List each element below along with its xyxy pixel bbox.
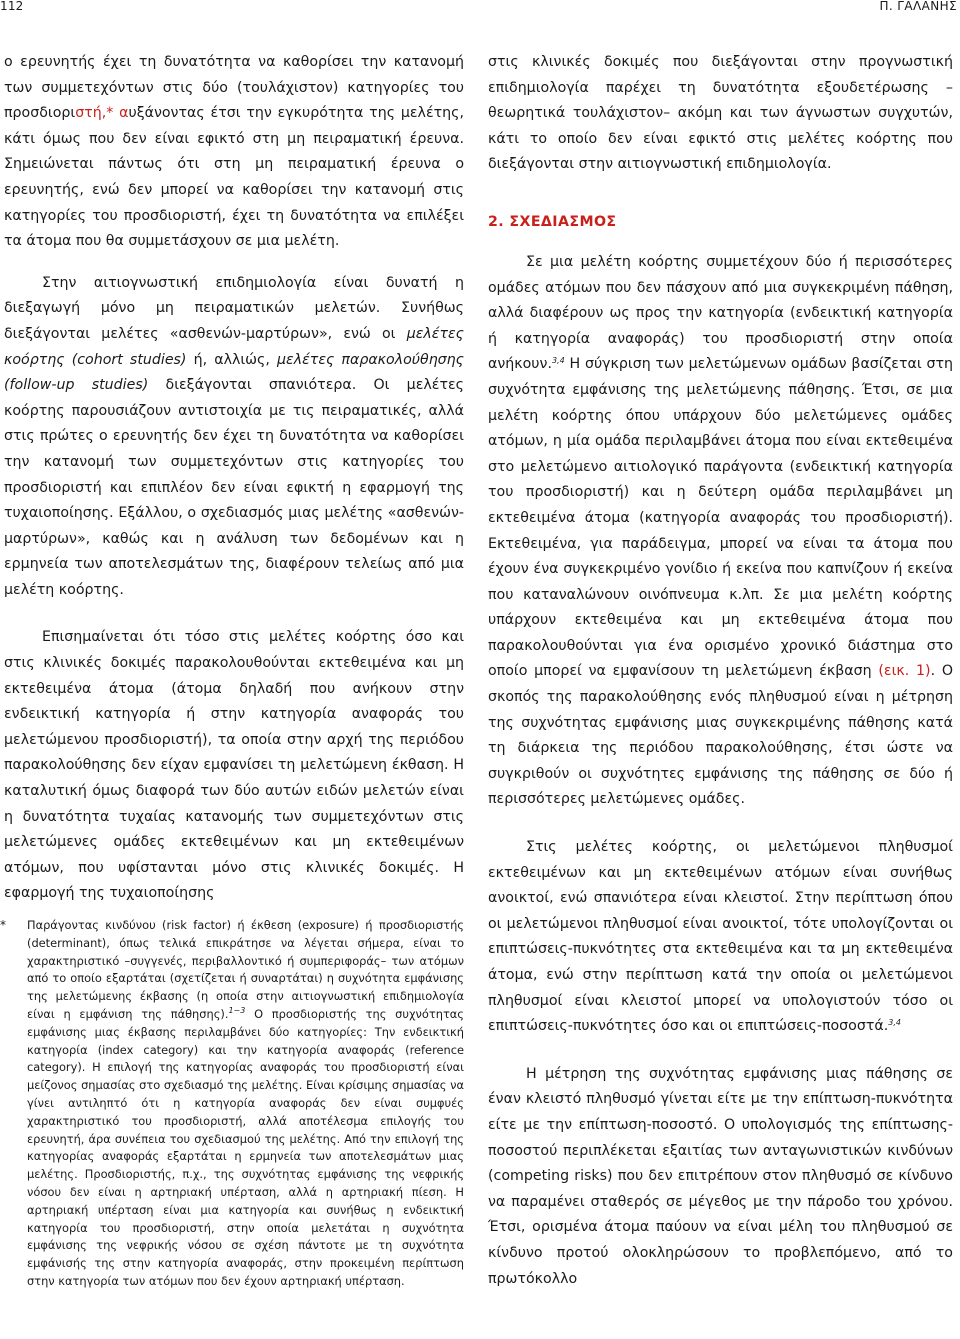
footnote-reference[interactable]: στή,* α [75,105,129,122]
footnote-marker: * [0,918,6,932]
right-paragraph-4: Η μέτρηση της συχνότητας εμφάνισης μιας πάθησης σε έναν κλειστό πληθυσμό γίνεται είτε με την επίπτωση-πυκνότητα είτε με την επίπτωση-ποσοστό. Ο υπολογισμός της επίπτωσης-ποσοστού περιπλέκεται εξαιτίας των ανταγωνιστικών κινδύνων (competing risks) που δεν επιτρέπουν στον πληθυσμό σε κίνδυνο να παραμένει σταθερός σε μέγεθος με την πάροδο του χρόνου. Έτσι, ορισμένα άτομα παύουν να είναι μέλη του πληθυσμού σε κίνδυνο προτού ολοκληρώσουν το προβλεπόμενο, από το πρωτόκολλο [488,1065,953,1287]
section-title: 2. ΣΧΕΔΙΑΣΜΟΣ [488,213,617,230]
left-paragraph-1: ο ερευνητής έχει τη δυνατότητα να καθορίσει την κατανομή των συμμετεχόντων στις δύο (τουλάχιστον) κατηγορίες του προσδιοριστή,* αυξάνοντας έτσι την εγκυρότητα της μελέτης, κάτι όμως που δεν είναι εφικτό στη μη πειραματική έρευνα. Σημειώνεται πάντως ότι στη μη πειραματική έρευνα ο ερευνητής, ενώ δεν μπορεί να καθορίσει την κατανομή στις κατηγορίες του προσδιοριστή, έχει τη δυνατότητα να επιλέξει τα άτομα που θα συμμετάσχουν σε μια μελέτη. [4,54,464,250]
citation-superscript: 3,4 [551,356,565,366]
footnote [0,917,464,1291]
right-paragraph-2: Σε μια μελέτη κοόρτης συμμετέχουν δύο ή περισσότερες ομάδες ατόμων που δεν πάσχουν από μια συγκεκριμένη πάθηση, αλλά διαφέρουν ως προς την κατηγορία (ενδεικτική κατηγορία ή κατηγορία αναφοράς) του προσδιοριστή στην οποία ανήκουν.$^{3,4}$ Η σύγκριση των μελετώμενων ομάδων βασίζεται στη συχνότητα εμφάνισης της μελετώμενης πάθησης. Έτσι, σε μια μελέτη κοόρτης όπου υπάρχουν δύο μελετώμενες ομάδες ατόμων, η μία ομάδα περιλαμβάνει άτομα που είναι εκτεθειμένα στο μελετώμενο αιτιολογικό παράγοντα (ενδεικτική κατηγορία του προσδιοριστή) και η δεύτερη ομάδα περιλαμβάνει μη εκτεθειμένα άτομα (κατηγορία αναφοράς του προσδιοριστή). Εκτεθειμένα, για παράδειγμα, μπορεί να είναι τα άτομα που έχουν ένα συγκεκριμένο γονίδιο ή εκείνα που καπνίζουν ή εκείνα που καταναλώνουν οινόπνευμα κ.λπ. Σε μια μελέτη κοόρτης υπάρχουν εκτεθειμένα και μη εκτεθειμένα άτομα που παρακολουθούνται για ένα ορισμένο χρονικό διάστημα στο οποίο μπορεί να εμφανίσουν τη μελετώμενη έκβαση (εικ. 1). Ο σκοπός της παρακολούθησης ενός πληθυσμού είναι η μέτρηση της συχνότητας εμφάνισης μιας συγκεκριμένης πάθησης κατά τη διάρκεια της περιόδου παρακολούθησης, έτσι ώστε να συγκριθούν οι συχνότητες εμφάνισης της πάθησης σε δύο ή περισσότερες μελετώμενες ομάδες. [488,253,954,808]
citation-superscript: 3,4 [888,1018,901,1028]
right-column [488,50,953,1292]
figure-reference[interactable]: (εικ. 1) [878,663,931,680]
citation-superscript: 1−3 [228,1005,246,1015]
right-paragraph-3: Στις μελέτες κοόρτης, οι μελετώμενοι πληθυσμοί εκτεθειμένων και μη εκτεθειμένων ατόμων είναι συνήθως ανοικτοί, ενώ σπανιότερα είναι κλειστοί. Στην περίπτωση όπου οι μελετώμενοι πληθυσμοί είναι ανοικτοί, τότε υπολογίζονται οι επιπτώσεις-πυκνότητες στα εκτεθειμένα και τα μη εκτεθειμένα άτομα, ενώ στην περίπτωση κατά την οποία οι μελετώμενοι πληθυσμοί είναι κλειστοί μπορεί να υπολογιστούν τόσο οι επιπτώσεις-πυκνότητες όσο και οι επιπτώσεις-ποσοστά.$^{3,4}$ [488,839,953,1035]
left-paragraph-3: Επισημαίνεται ότι τόσο στις μελέτες κοόρτης όσο και στις κλινικές δοκιμές παρακολουθούνται εκτεθειμένα και μη εκτεθειμένα άτομα (άτομα δηλαδή που ανήκουν στην ενδεικτική κατηγορία ή στην κατηγορία αναφοράς του μελετώμενου προσδιοριστή), τα οποία στην αρχή της περιόδου παρακολούθησης δεν είχαν εμφανίσει τη μελετώμενη έκθαση. Η καταλυτική όμως διαφορά των δύο αυτών ειδών μελετών είναι η δυνατότητα τυχαίας κατανομής των συμμετεχόντων στις μελετώμενες ομάδες εκτεθειμένων και μη εκτεθειμένων ατόμων, που υφίστανται μόνο στις κλινικές δοκιμές. Η εφαρμογή της τυχαιοποίησης [4,629,464,902]
left-paragraph-2: Στην αιτιογνωστική επιδημιολογία είναι δυνατή η διεξαγωγή μόνο μη πειραματικών μελετών. Συνήθως διεξάγονται μελέτες «ασθενών-μαρτύρων», ενώ οι μελέτες κοόρτης (cohort studies) ή, αλλιώς, μελέτες παρακολούθησης (follow-up studies) διεξάγονται σπανιότερα. Οι μελέτες κοόρτης παρουσιάζουν αντιστοιχία με τις πειραματικές, αλλά στις πρώτες ο ερευνητής δεν έχει τη δυνατότητα να καθορίσει την κατανομή των συμμετεχόντων στις κατηγορίες του προσδιοριστή και επιπλέον δεν είναι εφικτή η εφαρμογή της τυχαιοποίησης. Εξάλλου, ο σχεδιασμός μιας μελέτης «ασθενών-μαρτύρων», καθώς και η ανάλυση των δεδομένων και η ερμηνεία των αποτελεσμάτων της, διαφέρουν τελείως από μια μελέτη κοόρτης. [4,274,464,598]
right-paragraph-1: στις κλινικές δοκιμές που διεξάγονται στην προγνωστική επιδημιολογία παρέχει τη δυνατότητα εξουδετέρωσης –θεωρητικά τουλάχιστον– ακόμη και των άγνωστων συγχυτών, κάτι το οποίο δεν είναι εφικτό στις μελέτες κοόρτης που διεξάγονται στην αιτιογνωστική επιδημιολογία. [488,54,953,173]
page-number: 112 [0,0,24,13]
left-column [4,50,464,907]
running-head: Π. ΓΑΛΑΝΗΣ [879,0,957,13]
footnote-text: Παράγοντας κινδύνου (risk factor) ή έκθεση (exposure) ή προσδιοριστής (determinant), όπως τελικά επικράτησε να λέγεται σήμερα, είναι το χαρακτηριστικό –συγγενές, περιβαλλοντικό ή συμπεριφοράς– των ατόμων από το οποίο εξαρτάται (σχετίζεται ή συναρτάται) η συχνότητα εμφάνισης της μελετώμενης έκβασης (η οποία στην αιτιογνωστική επιδημιολογία είναι η εμφάνιση της πάθησης).$^{1-3}$ Ο προσδιοριστής της συχνότητας εμφάνισης μιας έκβασης περιλαμβάνει δύο κατηγορίες: Την ενδεικτική κατηγορία (index category) και την κατηγορία αναφοράς (reference category). Η επιλογή της κατηγορίας αναφοράς του προσδιοριστή είναι μείζονος σημασίας στο σχεδιασμό της μελέτης. Είναι κρίσιμης σημασίας να γίνει αντιληπτό ότι η κατηγορία αναφοράς δεν είναι συμφυές χαρακτηριστικό του προσδιοριστή, αλλά αποτέλεσμα επιλογής του ερευνητή, άρα συνέπεια του σχεδιασμού της μελέτης. Από την επιλογή της κατηγορίας αναφοράς εξαρτάται η ερμηνεία των αποτελεσμάτων μιας μελέτης. Προσδιοριστής, π.χ., της συχνότητας εμφάνισης της νεφρικής νόσου δεν είναι η αρτηριακή υπέρταση, αλλά η αρτηριακή πίεση. Η αρτηριακή υπέρταση είναι μια κατηγορία και συνήθως η ενδεικτική κατηγορία του προσδιοριστή, στην οποία μελετάται η συχνότητα εμφάνισης της νεφρικής νόσου σε σχέση πάντοτε με τη συχνότητα εμφάνισής της στην κατηγορία αναφοράς, στην προκειμένη περίπτωση στην κατηγορία των ατόμων που δεν έχουν αρτηριακή υπέρταση. [27,918,464,1288]
page-header [0,0,960,14]
